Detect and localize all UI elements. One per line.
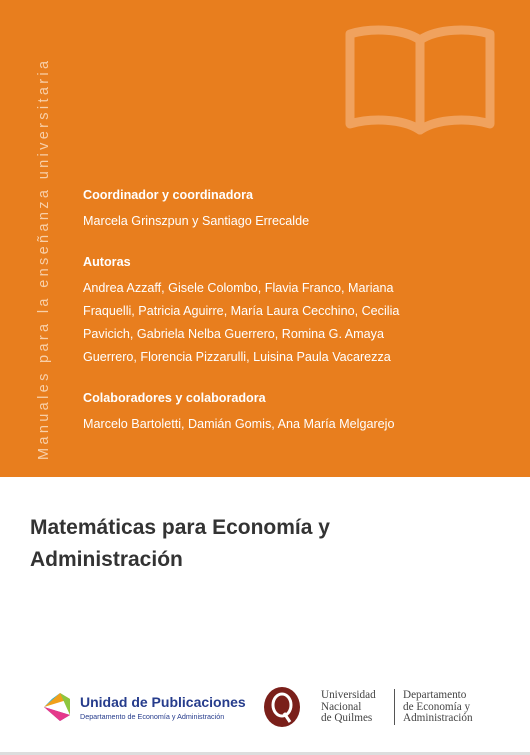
credit-section-collaborators: [83, 390, 423, 436]
unq-logo-icon: [262, 686, 302, 728]
book-title: [30, 512, 490, 576]
credits-block: [83, 187, 423, 436]
department-name-line: Administración: [403, 712, 473, 725]
university-name-line: Universidad: [321, 689, 376, 701]
book-title-line: Administración: [30, 548, 183, 571]
credit-section-coordinators: [83, 187, 423, 233]
department-name-line: de Economía y: [403, 700, 471, 713]
credit-heading: Autoras: [83, 255, 131, 269]
credit-heading: Coordinador y coordinadora: [83, 188, 254, 202]
university-name-line: Nacional: [321, 700, 362, 713]
credit-section-authors: [83, 254, 423, 369]
credit-line: Marcela Grinszpun y Santiago Errecalde: [83, 214, 310, 228]
logo-divider: [394, 689, 395, 725]
credit-line: Fraquelli, Patricia Aguirre, María Laura Cecchino, Cecilia: [83, 304, 400, 318]
credit-line: Marcelo Bartoletti, Damián Gomis, Ana María Melgarejo: [83, 417, 395, 431]
book-title-line: Matemáticas para Economía y: [30, 516, 330, 539]
publisher-subtitle: Departamento de Economía y Administración: [80, 712, 225, 721]
open-book-icon: [340, 18, 500, 138]
credit-line: Pavicich, Gabriela Nelba Guerrero, Romina G. Amaya: [83, 327, 384, 341]
university-name-line: de Quilmes: [321, 712, 373, 725]
series-title: Manuales para la enseñanza universitaria: [36, 57, 52, 460]
credit-heading: Colaboradores y colaboradora: [83, 391, 266, 405]
department-name-line: Departamento: [403, 689, 467, 701]
publisher-logo-icon: [40, 689, 74, 725]
credit-line: Andrea Azzaff, Gisele Colombo, Flavia Franco, Mariana: [83, 281, 394, 295]
department-name: [403, 690, 473, 725]
publisher-name: Unidad de Publicaciones: [80, 694, 246, 710]
credit-line: Guerrero, Florencia Pizzarulli, Luisina Paula Vacarezza: [83, 350, 391, 364]
university-name: [321, 690, 376, 725]
